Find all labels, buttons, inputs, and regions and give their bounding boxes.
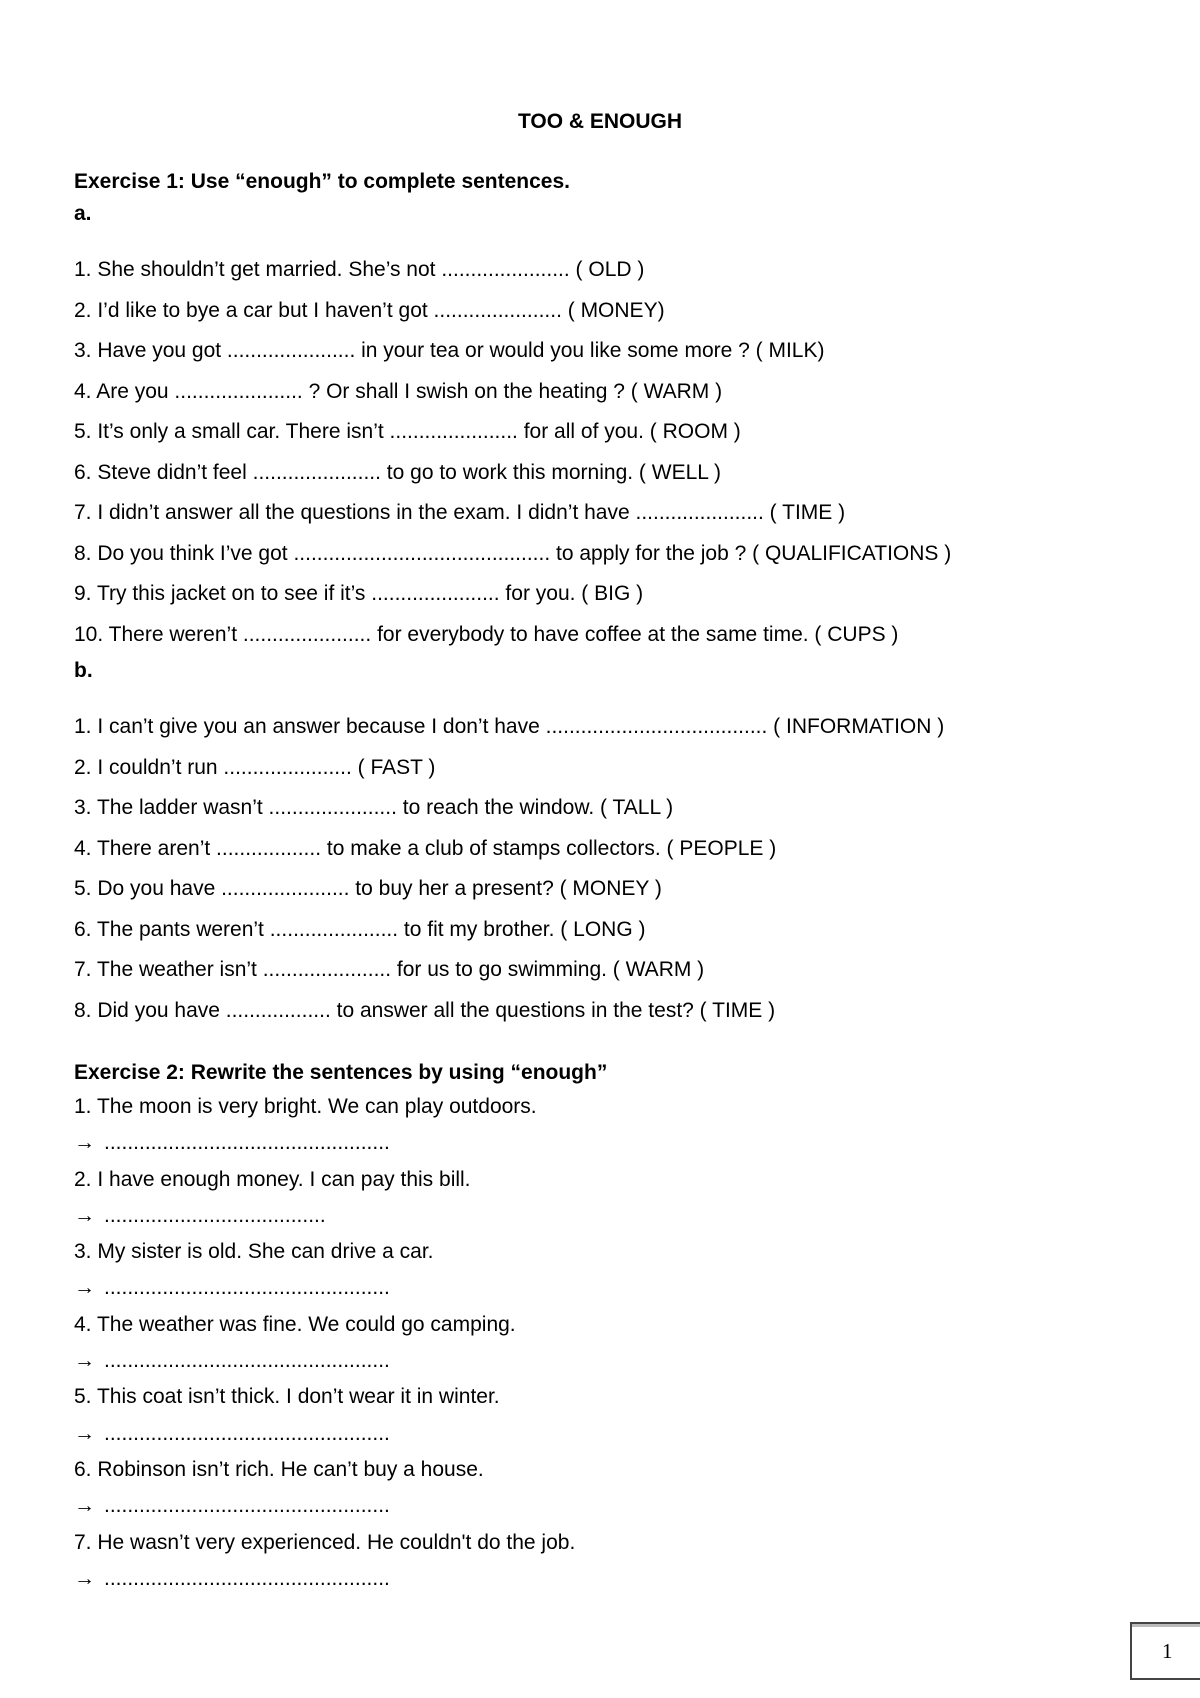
answer-line (74, 1198, 1134, 1234)
answer-line (74, 1343, 1134, 1379)
exercise-line: 1. She shouldn’t get married. She’s not ...................... ( OLD ) (74, 258, 645, 281)
exercise-line: 5. Do you have ...................... to buy her a present? ( MONEY ) (74, 877, 662, 900)
rewrite-prompt: 5. This coat isn’t thick. I don’t wear it in winter. (74, 1385, 500, 1409)
exercise-line: 9. Try this jacket on to see if it’s ...................... for you. ( BIG ) (74, 582, 644, 605)
exercise-line: 6. The pants weren’t ...................... to fit my brother. ( LONG ) (74, 917, 646, 941)
exercise-line: 3. Have you got ...................... in your tea or would you like some more ? ( MILK) (74, 339, 825, 362)
answer-blank: ................................................. (104, 1131, 390, 1155)
part-b-label: b. (74, 659, 93, 682)
answer-blank: ................................................. (104, 1494, 390, 1518)
rewrite-prompt: 6. Robinson isn’t rich. He can’t buy a house. (74, 1457, 484, 1481)
exercise-line: 2. I’d like to bye a car but I haven’t got ...................... ( MONEY) (74, 298, 665, 322)
rewrite-prompt: 3. My sister is old. She can drive a car. (74, 1240, 434, 1264)
exercise-1-heading: Exercise 1: Use “enough” to complete sentences. (74, 170, 571, 193)
arrow-icon: → (74, 1566, 95, 1590)
exercise-line: 4. Are you ...................... ? Or shall I swish on the heating ? ( WARM ) (74, 379, 723, 403)
exercise-line: 7. I didn’t answer all the questions in the exam. I didn’t have ...................... ( TIME ) (74, 501, 846, 524)
arrow-icon: → (74, 1349, 95, 1373)
rewrite-prompt: 1. The moon is very bright. We can play outdoors. (74, 1095, 537, 1118)
answer-blank: ................................................. (104, 1566, 390, 1590)
arrow-icon: → (74, 1203, 95, 1227)
answer-blank: ...................................... (104, 1203, 326, 1227)
exercise-line: 7. The weather isn’t ...................... for us to go swimming. ( WARM ) (74, 958, 705, 981)
rewrite-prompt: 2. I have enough money. I can pay this bill. (74, 1167, 471, 1191)
arrow-icon: → (74, 1131, 95, 1155)
answer-blank: ................................................. (104, 1421, 390, 1445)
exercise-line: 8. Do you think I’ve got ............................................ to apply for the job ? ( QUALIFICATIONS ) (74, 541, 952, 565)
answer-line (74, 1416, 1134, 1452)
rewrite-prompt: 7. He wasn’t very experienced. He couldn't do the job. (74, 1530, 576, 1554)
exercise-line: 5. It’s only a small car. There isn’t ...................... for all of you. ( ROOM ) (74, 420, 741, 443)
exercise-2-list (74, 1089, 1134, 1597)
arrow-icon: → (74, 1421, 95, 1445)
part-a-list (74, 250, 1134, 655)
arrow-icon: → (74, 1494, 95, 1518)
part-a-label: a. (74, 202, 92, 225)
arrow-icon: → (74, 1276, 95, 1300)
exercise-line: 10. There weren’t ...................... for everybody to have coffee at the same time. ( CUPS ) (74, 622, 899, 646)
worksheet (74, 104, 1134, 1597)
answer-line (74, 1561, 1134, 1597)
exercise-line: 3. The ladder wasn’t ...................... to reach the window. ( TALL ) (74, 796, 674, 819)
answer-line (74, 1488, 1134, 1524)
page-number: 1 (1130, 1622, 1200, 1680)
exercise-line: 2. I couldn’t run ...................... ( FAST ) (74, 755, 436, 779)
part-b-list (74, 707, 1134, 1031)
answer-blank: ................................................. (104, 1276, 390, 1300)
answer-blank: ................................................. (104, 1349, 390, 1373)
exercise-2-heading: Exercise 2: Rewrite the sentences by using “enough” (74, 1061, 608, 1084)
answer-line (74, 1270, 1134, 1306)
rewrite-prompt: 4. The weather was fine. We could go camping. (74, 1312, 516, 1336)
page-title: TOO & ENOUGH (517, 110, 683, 133)
exercise-line: 8. Did you have .................. to answer all the questions in the test? ( TIME ) (74, 998, 776, 1022)
exercise-line: 4. There aren’t .................. to make a club of stamps collectors. ( PEOPLE ) (74, 836, 777, 860)
exercise-line: 6. Steve didn’t feel ...................... to go to work this morning. ( WELL ) (74, 460, 721, 484)
answer-line (74, 1125, 1134, 1161)
exercise-line: 1. I can’t give you an answer because I don’t have ...................................... ( INFORMATION ) (74, 715, 945, 738)
